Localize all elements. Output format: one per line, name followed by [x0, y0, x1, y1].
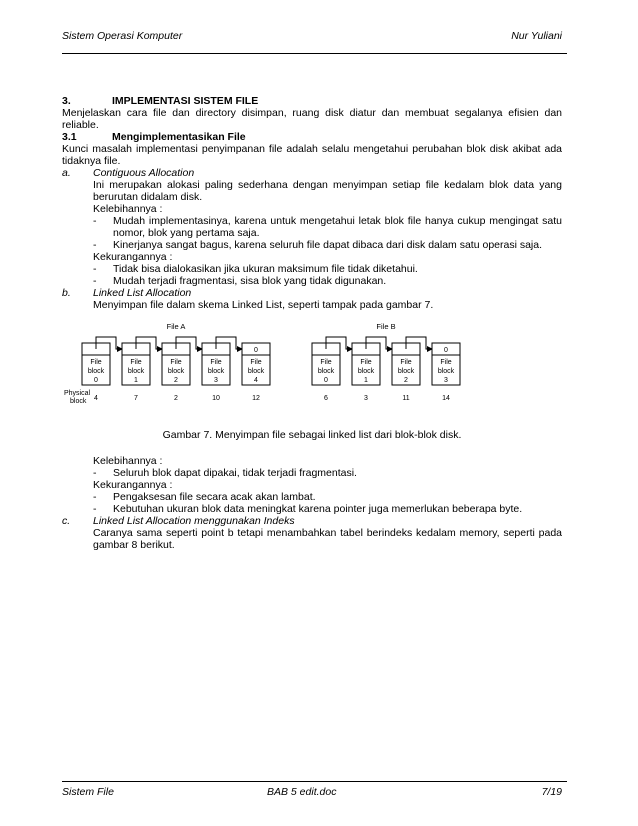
block-label: block	[167, 368, 185, 375]
item-b-desc: Menyimpan file dalam skema Linked List, seperti tampak pada gambar 7.	[93, 299, 434, 311]
subsection-heading	[62, 131, 562, 143]
list-item: - Kinerjanya sangat bagus, karena seluruh file dapat dibaca dari disk dalam satu operasi saja.	[62, 239, 562, 251]
item-a-letter: a.	[62, 167, 71, 179]
item-a-title: Contiguous Allocation	[93, 167, 195, 179]
list-item: - Seluruh blok dapat dipakai, tidak terjadi fragmentasi.	[62, 467, 562, 479]
page-header	[62, 30, 562, 42]
item-b-con-2: Kebutuhan ukuran blok data meningkat karena pointer juga memerlukan beberapa byte.	[113, 503, 523, 515]
block-number: 3	[444, 377, 448, 384]
figure-caption: Gambar 7. Menyimpan file sebagai linked list dari blok-blok disk.	[162, 429, 462, 441]
file-label: File A	[166, 322, 186, 331]
list-item: - Kebutuhan ukuran blok data meningkat karena pointer juga memerlukan beberapa byte.	[62, 503, 562, 515]
list-item: - Tidak bisa dialokasikan jika ukuran maksimum file tidak diketahui.	[62, 263, 562, 275]
item-a-pro-1: Mudah implementasinya, karena untuk mengetahui letak blok file hanya cukup mengingat satu nomor, blok yang pertama saja.	[113, 215, 562, 239]
item-b-heading	[62, 287, 562, 299]
block-label: File	[400, 359, 412, 366]
physical-block-number: 6	[324, 395, 328, 402]
block-number: 3	[214, 377, 218, 384]
subsection-number: 3.1	[62, 131, 77, 143]
item-c-title: Linked List Allocation menggunakan Indeks	[93, 515, 295, 527]
block-label: block	[87, 368, 105, 375]
block-label: block	[127, 368, 145, 375]
block-label: block	[317, 368, 335, 375]
linked-list-diagram	[64, 319, 472, 429]
physical-block-number: 7	[134, 395, 138, 402]
physical-block-number: 11	[402, 395, 410, 402]
block-number: 2	[404, 377, 408, 384]
end-marker: 0	[254, 347, 258, 354]
section-heading	[62, 95, 562, 107]
linked-list-figure	[62, 319, 562, 429]
page-body	[62, 95, 562, 551]
block-label: block	[437, 368, 455, 375]
page-footer	[62, 786, 562, 798]
item-a-pro-label: Kelebihannya :	[93, 203, 163, 215]
item-b-title: Linked List Allocation	[93, 287, 192, 299]
block-label: File	[360, 359, 372, 366]
physical-block-number: 2	[174, 395, 178, 402]
header-rule	[62, 53, 567, 54]
section-number: 3.	[62, 95, 71, 107]
subsection-title: Mengimplementasikan File	[112, 131, 246, 143]
block-number: 2	[174, 377, 178, 384]
block-number: 1	[364, 377, 368, 384]
physical-block-number: 14	[442, 395, 450, 402]
item-b-con-label: Kekurangannya :	[93, 479, 173, 491]
item-c-letter: c.	[62, 515, 71, 527]
block-label: block	[357, 368, 375, 375]
block-label: File	[210, 359, 222, 366]
physical-label: Physical	[64, 390, 91, 397]
header-left: Sistem Operasi Komputer	[62, 30, 183, 42]
item-b-pro-label: Kelebihannya :	[93, 455, 163, 467]
block-label: File	[440, 359, 452, 366]
header-right: Nur Yuliani	[511, 30, 562, 42]
item-b-letter: b.	[62, 287, 71, 299]
item-b-pro-1: Seluruh blok dapat dipakai, tidak terjadi fragmentasi.	[113, 467, 357, 479]
block-label: block	[247, 368, 265, 375]
block-number: 4	[254, 377, 258, 384]
item-a-con-1: Tidak bisa dialokasikan jika ukuran maksimum file tidak diketahui.	[113, 263, 418, 275]
item-a-heading	[62, 167, 562, 179]
block-label: File	[250, 359, 262, 366]
footer-rule	[62, 781, 567, 782]
file-label: File B	[376, 322, 396, 331]
block-number: 0	[94, 377, 98, 384]
block-label: File	[90, 359, 102, 366]
list-item: - Mudah terjadi fragmentasi, sisa blok yang tidak digunakan.	[62, 275, 562, 287]
physical-label: block	[70, 398, 87, 405]
physical-block-number: 12	[252, 395, 260, 402]
block-label: File	[170, 359, 182, 366]
block-label: block	[207, 368, 225, 375]
physical-block-number: 10	[212, 395, 220, 402]
footer-right: 7/19	[541, 786, 562, 798]
list-item: - Mudah implementasinya, karena untuk mengetahui letak blok file hanya cukup mengingat satu nomor, blok yang pertama saja.	[93, 215, 562, 239]
block-label: block	[397, 368, 415, 375]
end-marker: 0	[444, 347, 448, 354]
physical-block-number: 4	[94, 395, 98, 402]
block-number: 0	[324, 377, 328, 384]
item-c-desc: Caranya sama seperti point b tetapi menambahkan tabel berindeks kedalam memory, seperti pada gambar 8 berikut.	[93, 527, 562, 551]
block-number: 1	[134, 377, 138, 384]
block-label: File	[130, 359, 142, 366]
section-title: IMPLEMENTASI SISTEM FILE	[112, 95, 259, 107]
footer-left: Sistem File	[62, 786, 114, 798]
item-a-con-label: Kekurangannya :	[93, 251, 173, 263]
item-a-con-2: Mudah terjadi fragmentasi, sisa blok yang tidak digunakan.	[113, 275, 387, 287]
physical-block-number: 3	[364, 395, 368, 402]
block-label: File	[320, 359, 332, 366]
subsection-intro: Kunci masalah implementasi penyimpanan file adalah selalu mengetahui perubahan blok disk akibat ada tidaknya file.	[62, 143, 562, 167]
list-item: - Pengaksesan file secara acak akan lambat.	[62, 491, 562, 503]
section-intro: Menjelaskan cara file dan directory disimpan, ruang disk diatur dan membuat segalanya efisien dan reliable.	[62, 107, 562, 131]
item-c-heading	[62, 515, 562, 527]
item-b-con-1: Pengaksesan file secara acak akan lambat.	[113, 491, 316, 503]
item-a-desc: Ini merupakan alokasi paling sederhana dengan menyimpan setiap file kedalam blok data yang berurutan didalam disk.	[93, 179, 562, 203]
item-a-pro-2: Kinerjanya sangat bagus, karena seluruh file dapat dibaca dari disk dalam satu operasi saja.	[113, 239, 543, 251]
footer-center: BAB 5 edit.doc	[267, 786, 337, 798]
